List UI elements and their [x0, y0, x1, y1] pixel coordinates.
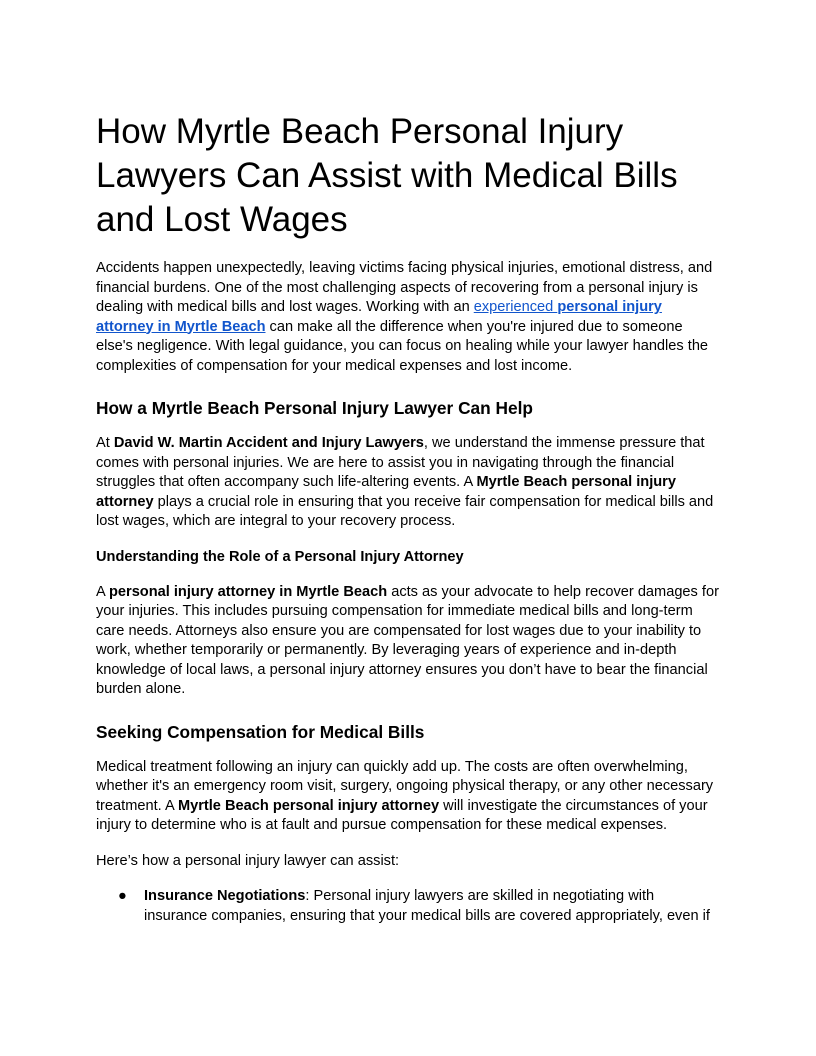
role-paragraph	[96, 583, 720, 700]
firm-name: David W. Martin Accident and Injury Lawyers	[113, 435, 424, 451]
section-heading-medical-bills: Seeking Compensation for Medical Bills	[96, 721, 425, 742]
list-item-label: Insurance Negotiations	[144, 888, 306, 904]
role-paragraph-prefix: A	[96, 583, 109, 600]
firm-paragraph-bold: Myrtle Beach personal injury attorney	[96, 474, 676, 510]
firm-paragraph-end: plays a crucial role in ensuring that you receive fair compensation for medical bills and lost wages, which are integral to your recovery process.	[96, 493, 714, 529]
medical-paragraph-start: Medical treatment following an injury can quickly add up. The costs are often overwhelming, whether it's an emergency room visit, surgery, ongoing physical therapy, or any other necessary treatment. A	[96, 758, 714, 814]
firm-paragraph-prefix: At	[96, 435, 114, 451]
document-page	[96, 110, 720, 926]
assist-list	[96, 887, 720, 926]
medical-paragraph-end: will investigate the circumstances of your injury to determine who is at fault and pursue compensation for these medical expenses.	[96, 797, 708, 833]
bullet-icon: ●	[118, 888, 127, 904]
role-paragraph-bold: personal injury attorney in Myrtle Beach	[108, 583, 388, 600]
intro-paragraph	[96, 259, 720, 376]
subsection-heading-role: Understanding the Role of a Personal Injury Attorney	[96, 548, 464, 565]
list-item	[96, 887, 720, 926]
list-item-text: : Personal injury lawyers are skilled in negotiating with insurance companies, ensuring that your medical bills are covered appropriately, even if	[144, 888, 710, 924]
document-title: How Myrtle Beach Personal Injury Lawyers Can Assist with Medical Bills and Lost Wages	[96, 112, 678, 239]
medical-paragraph-bold: Myrtle Beach personal injury attorney	[177, 797, 440, 814]
attorney-link-bold: personal injury attorney in Myrtle Beach	[96, 299, 662, 335]
intro-text-start: Accidents happen unexpectedly, leaving victims facing physical injuries, emotional distress, and financial burdens. One of the most challenging aspects of recovering from a personal injury is dealing with medical bills and lost wages. Working with an	[96, 260, 713, 315]
attorney-link-plain: experienced	[473, 299, 558, 315]
section-heading-help: How a Myrtle Beach Personal Injury Lawyer Can Help	[96, 398, 533, 418]
intro-text-end: can make all the difference when you're injured due to someone else's negligence. With legal guidance, you can focus on healing while your lawyer handles the complexities of compensation for your medical expenses and lost income.	[96, 318, 709, 374]
medical-paragraph	[96, 758, 720, 836]
firm-paragraph	[96, 434, 720, 532]
firm-paragraph-mid: , we understand the immense pressure that comes with personal injuries. We are here to assist you in navigating through the financial struggles that often accompany such life-altering events. A	[96, 435, 705, 490]
assist-intro-paragraph: Here’s how a personal injury lawyer can assist:	[96, 852, 400, 869]
role-paragraph-end: acts as your advocate to help recover damages for your injuries. This includes pursuing compensation for immediate medical bills and long-term care needs. Attorneys also ensure you are compensated for lost wages due to your inability to work, whether temporarily or permanently. By leveraging years of experience and in-depth knowledge of local laws, a personal injury attorney ensures you don’t have to bear the financial burden alone.	[96, 583, 719, 697]
